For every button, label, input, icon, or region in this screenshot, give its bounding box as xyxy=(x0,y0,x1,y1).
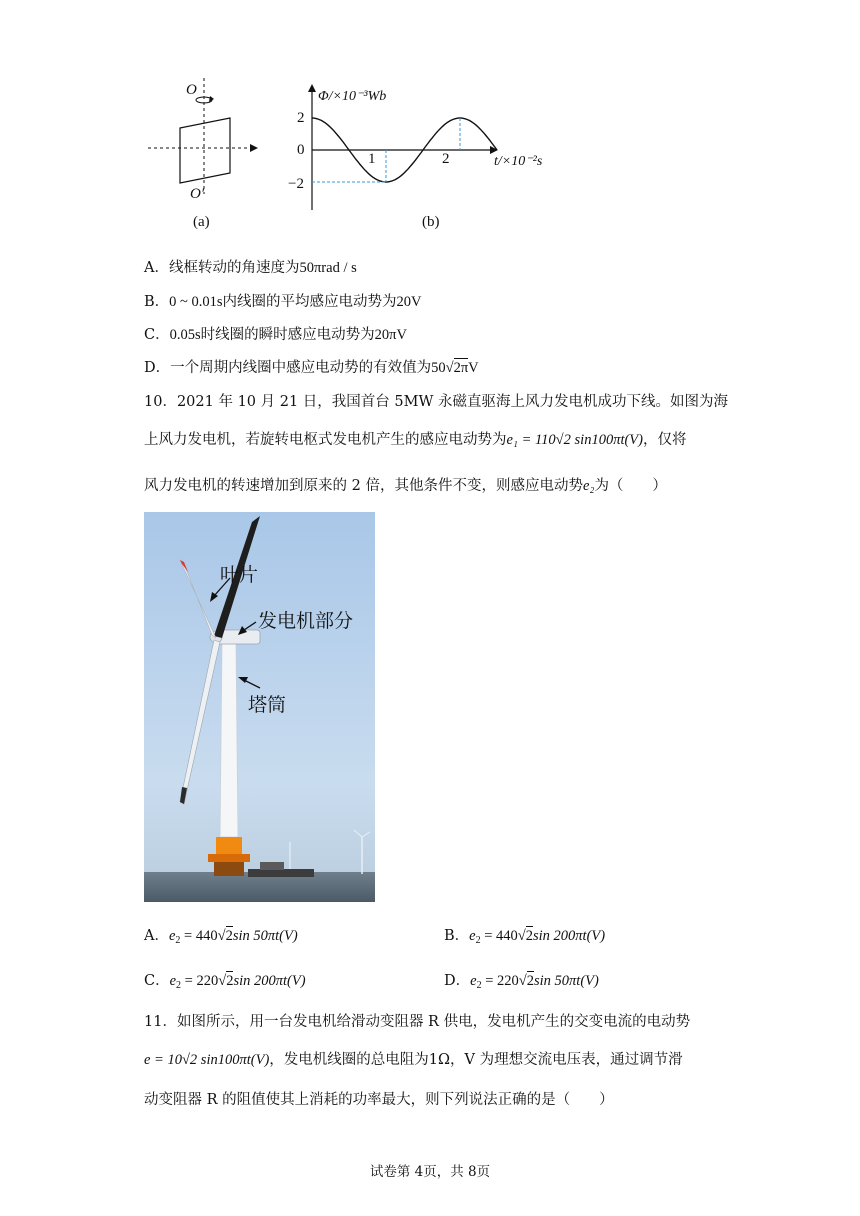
q9-option-d[interactable]: D．一个周期内线圈中感应电动势的有效值为50√2πV xyxy=(144,360,479,376)
q10-option-a[interactable]: A．$e_2 = 440√2\sin$ 50πt(V) xyxy=(144,928,298,946)
axis-arrowhead xyxy=(250,144,258,152)
x-axis-label: t/×10⁻²s xyxy=(494,154,543,169)
q10-option-b[interactable]: B．$e_2 = 440√2\sin$ 200πt(V) xyxy=(444,928,606,946)
q10-line-3: 风力发电机的转速增加到原来的 2 倍，其他条件不变，则感应电动势e₂为（ ） xyxy=(144,478,667,494)
label-o-prime: O′ xyxy=(190,186,205,202)
y-axis-arrowhead xyxy=(308,84,316,92)
q9-option-b[interactable]: B．0 ~ 0.01s内线圈的平均感应电动势为20V xyxy=(144,294,422,310)
tower xyxy=(220,642,238,837)
y-tick-neg2: −2 xyxy=(288,176,304,192)
q10-option-d[interactable]: D．$e_2 = 220√2\sin$ 50πt(V) xyxy=(444,973,599,991)
q9-option-c[interactable]: C．0.05s时线圈的瞬时感应电动势为20πV xyxy=(144,327,407,343)
label-blade: 叶片 xyxy=(220,564,259,586)
x-tick-1: 1 xyxy=(368,151,376,167)
q10-line-1: 10．2021 年 10 月 21 日，我国首台 5MW 永磁直驱海上风力发电机成功下线。如图为海 xyxy=(144,394,728,410)
label-generator: 发电机部分 xyxy=(258,610,354,632)
y-axis-label: Φ/×10⁻³Wb xyxy=(318,89,387,104)
q10-option-c[interactable]: C．$e_2 = 220√2\sin$ 200πt(V) xyxy=(144,973,306,991)
figure-b-caption: (b) xyxy=(422,214,440,230)
wire-frame xyxy=(180,118,230,183)
figure-a-caption: (a) xyxy=(193,214,210,230)
label-tower: 塔筒 xyxy=(248,694,287,716)
q9-option-a[interactable]: A．线框转动的角速度为50πrad / s xyxy=(144,260,357,276)
q11-line-3: 动变阻器 R 的阻值使其上消耗的功率最大，则下列说法正确的是（ ） xyxy=(144,1092,614,1108)
q11-line-1: 11．如图所示，用一台发电机给滑动变阻器 R 供电，发电机产生的交变电流的电动势 xyxy=(144,1014,691,1030)
x-tick-2: 2 xyxy=(442,151,450,167)
page-footer: 试卷第 4页，共 8页 xyxy=(369,1164,491,1180)
q11-line-2: e = 10√2 sin100πt(V)，发电机线圈的总电阻为1Ω，V 为理想交流电压表，通过调节滑 xyxy=(144,1052,683,1068)
q10-line-2: 上风力发电机，若旋转电枢式发电机产生的感应电动势为e₁ = 110√2 sin100πt(V)，仅将 xyxy=(144,432,687,448)
label-o: O xyxy=(186,82,197,98)
y-tick-2: 2 xyxy=(297,110,305,126)
y-tick-0: 0 xyxy=(297,142,305,158)
